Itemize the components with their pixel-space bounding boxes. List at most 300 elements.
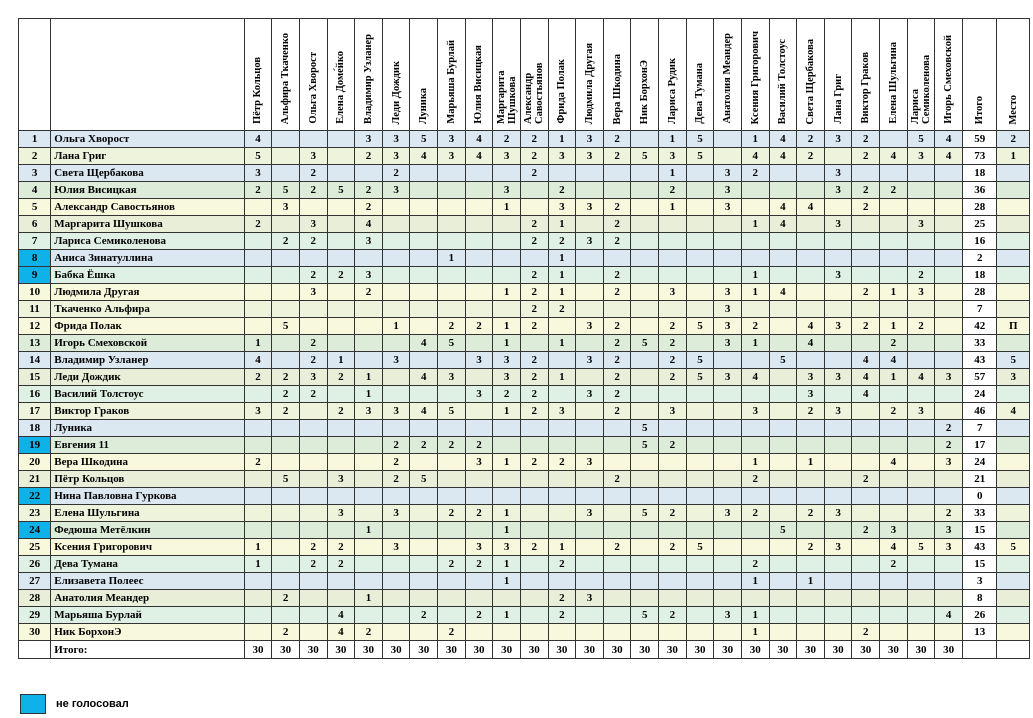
row-place <box>997 233 1030 250</box>
vote-cell <box>244 250 272 267</box>
vote-cell <box>631 403 659 420</box>
row-name: Александр Савостьянов <box>51 199 244 216</box>
vote-cell <box>686 335 714 352</box>
vote-cell <box>659 386 687 403</box>
vote-cell <box>327 335 355 352</box>
vote-cell <box>797 182 825 199</box>
table-row <box>19 250 1030 267</box>
vote-cell: 4 <box>769 216 797 233</box>
vote-cell <box>714 573 742 590</box>
vote-cell <box>576 216 604 233</box>
vote-cell <box>907 590 935 607</box>
vote-cell <box>852 590 880 607</box>
vote-cell: 3 <box>907 403 935 420</box>
vote-cell: 2 <box>548 556 576 573</box>
vote-cell: 2 <box>299 233 327 250</box>
vote-cell: 2 <box>520 284 548 301</box>
column-header-label: Ник БорхонЭ <box>639 59 651 124</box>
vote-cell <box>797 590 825 607</box>
vote-cell <box>272 556 300 573</box>
vote-cell <box>382 522 410 539</box>
vote-cell <box>714 403 742 420</box>
vote-cell <box>465 471 493 488</box>
vote-cell <box>824 522 852 539</box>
row-name: Василий Толстоус <box>51 386 244 403</box>
vote-cell: 4 <box>880 148 908 165</box>
row-name: Фрида Полак <box>51 318 244 335</box>
column-header-label: Анатолия Меандер <box>722 33 734 124</box>
vote-cell <box>493 624 521 641</box>
vote-cell: 3 <box>493 369 521 386</box>
column-header-label: Василий Толстоус <box>777 38 789 124</box>
row-total: 15 <box>962 556 997 573</box>
vote-cell <box>935 199 963 216</box>
vote-cell <box>935 284 963 301</box>
row-place <box>997 250 1030 267</box>
vote-cell <box>686 165 714 182</box>
vote-cell <box>824 488 852 505</box>
footer-blank-place <box>997 641 1030 659</box>
vote-cell <box>631 250 659 267</box>
vote-cell <box>493 437 521 454</box>
row-total: 16 <box>962 233 997 250</box>
footer-total: 30 <box>382 641 410 659</box>
vote-cell <box>327 420 355 437</box>
vote-cell <box>852 488 880 505</box>
vote-cell <box>410 233 438 250</box>
vote-cell <box>797 488 825 505</box>
vote-cell <box>631 284 659 301</box>
vote-cell: 5 <box>631 437 659 454</box>
vote-cell: 2 <box>935 420 963 437</box>
vote-cell <box>548 573 576 590</box>
footer-total: 30 <box>603 641 631 659</box>
column-header <box>880 19 908 131</box>
vote-cell <box>741 301 769 318</box>
row-total: 73 <box>962 148 997 165</box>
row-place <box>997 607 1030 624</box>
vote-cell <box>438 301 466 318</box>
vote-cell: 3 <box>493 148 521 165</box>
row-total: 57 <box>962 369 997 386</box>
vote-cell <box>438 216 466 233</box>
column-header <box>769 19 797 131</box>
vote-cell <box>299 573 327 590</box>
vote-cell <box>548 386 576 403</box>
vote-cell <box>824 437 852 454</box>
footer-total: 30 <box>244 641 272 659</box>
vote-cell <box>824 573 852 590</box>
vote-cell <box>382 420 410 437</box>
table-row <box>19 165 1030 182</box>
vote-cell <box>603 573 631 590</box>
vote-cell <box>299 403 327 420</box>
table-row <box>19 386 1030 403</box>
vote-cell <box>797 607 825 624</box>
vote-cell <box>493 267 521 284</box>
footer-total: 30 <box>714 641 742 659</box>
vote-cell <box>244 607 272 624</box>
vote-cell <box>272 607 300 624</box>
vote-cell: 3 <box>824 216 852 233</box>
vote-cell: 2 <box>852 199 880 216</box>
vote-cell: 3 <box>299 369 327 386</box>
table-row <box>19 318 1030 335</box>
row-number: 17 <box>19 403 51 420</box>
row-total: 28 <box>962 199 997 216</box>
vote-cell <box>355 488 383 505</box>
vote-cell <box>410 539 438 556</box>
vote-cell <box>272 352 300 369</box>
vote-cell <box>465 250 493 267</box>
footer-total: 30 <box>659 641 687 659</box>
vote-cell: 2 <box>520 148 548 165</box>
vote-cell <box>824 199 852 216</box>
vote-cell <box>769 250 797 267</box>
column-header-label: Маргарита Шушкова <box>495 70 518 124</box>
vote-cell: 2 <box>327 539 355 556</box>
vote-cell <box>272 148 300 165</box>
vote-cell: 5 <box>272 471 300 488</box>
row-total: 43 <box>962 352 997 369</box>
vote-cell <box>714 216 742 233</box>
footer-blank <box>19 641 51 659</box>
vote-cell: 3 <box>576 352 604 369</box>
vote-cell <box>631 352 659 369</box>
vote-cell <box>520 573 548 590</box>
vote-cell <box>244 301 272 318</box>
vote-cell <box>382 199 410 216</box>
table-row <box>19 369 1030 386</box>
vote-cell: 1 <box>244 556 272 573</box>
vote-cell <box>769 403 797 420</box>
vote-cell: 1 <box>493 335 521 352</box>
vote-cell <box>797 165 825 182</box>
vote-cell <box>714 539 742 556</box>
vote-cell <box>520 471 548 488</box>
vote-cell: 1 <box>355 522 383 539</box>
vote-cell <box>935 216 963 233</box>
vote-cell: 2 <box>659 318 687 335</box>
vote-cell: 3 <box>576 233 604 250</box>
vote-cell <box>852 250 880 267</box>
vote-cell <box>824 590 852 607</box>
vote-cell <box>465 182 493 199</box>
vote-cell <box>299 590 327 607</box>
vote-cell: 2 <box>603 199 631 216</box>
vote-cell: 2 <box>548 590 576 607</box>
vote-cell: 1 <box>548 216 576 233</box>
vote-cell <box>880 488 908 505</box>
vote-cell: 1 <box>493 505 521 522</box>
vote-cell <box>465 624 493 641</box>
table-row <box>19 437 1030 454</box>
vote-cell <box>907 488 935 505</box>
vote-cell: 2 <box>520 267 548 284</box>
vote-cell <box>907 437 935 454</box>
vote-cell: 3 <box>824 131 852 148</box>
table-row <box>19 182 1030 199</box>
vote-cell <box>244 573 272 590</box>
vote-cell: 2 <box>299 556 327 573</box>
vote-cell <box>603 182 631 199</box>
legend <box>20 694 129 714</box>
vote-cell: 3 <box>714 284 742 301</box>
vote-cell <box>382 488 410 505</box>
row-place <box>997 505 1030 522</box>
vote-cell <box>355 250 383 267</box>
vote-cell <box>852 267 880 284</box>
vote-cell <box>769 386 797 403</box>
vote-cell <box>272 131 300 148</box>
vote-cell <box>659 488 687 505</box>
total-header-label: Итого <box>974 95 986 124</box>
vote-cell <box>465 233 493 250</box>
vote-cell <box>520 182 548 199</box>
vote-cell: 1 <box>797 573 825 590</box>
vote-cell <box>272 301 300 318</box>
vote-cell: 3 <box>576 454 604 471</box>
vote-cell: 2 <box>797 539 825 556</box>
row-number: 10 <box>19 284 51 301</box>
vote-cell: 2 <box>244 216 272 233</box>
row-name: Маргарита Шушкова <box>51 216 244 233</box>
row-name: Владимир Узланер <box>51 352 244 369</box>
legend-swatch <box>20 694 46 714</box>
vote-cell: 2 <box>659 369 687 386</box>
vote-cell: 3 <box>548 199 576 216</box>
vote-cell <box>741 386 769 403</box>
row-total: 24 <box>962 454 997 471</box>
row-number: 14 <box>19 352 51 369</box>
vote-cell <box>797 284 825 301</box>
column-header-label: Фрида Полак <box>556 59 568 124</box>
vote-cell <box>520 420 548 437</box>
vote-cell <box>410 182 438 199</box>
vote-cell <box>603 165 631 182</box>
vote-cell: 3 <box>741 403 769 420</box>
vote-cell <box>824 301 852 318</box>
vote-cell: 4 <box>465 148 493 165</box>
vote-cell <box>327 386 355 403</box>
vote-cell <box>659 522 687 539</box>
vote-cell: 5 <box>686 148 714 165</box>
vote-cell: 2 <box>520 301 548 318</box>
vote-cell: 5 <box>631 607 659 624</box>
vote-cell <box>852 539 880 556</box>
vote-cell <box>520 590 548 607</box>
vote-cell <box>438 386 466 403</box>
footer-total: 30 <box>272 641 300 659</box>
vote-cell: 2 <box>603 148 631 165</box>
vote-cell <box>382 233 410 250</box>
vote-cell: 4 <box>769 284 797 301</box>
vote-cell: 2 <box>741 505 769 522</box>
row-number: 12 <box>19 318 51 335</box>
place-header <box>997 19 1030 131</box>
row-place: 1 <box>997 148 1030 165</box>
column-header <box>355 19 383 131</box>
vote-cell <box>769 488 797 505</box>
vote-cell <box>438 420 466 437</box>
row-number: 24 <box>19 522 51 539</box>
vote-cell <box>382 301 410 318</box>
vote-cell <box>714 233 742 250</box>
vote-cell: 2 <box>603 352 631 369</box>
vote-cell: 1 <box>548 284 576 301</box>
vote-cell: 2 <box>244 454 272 471</box>
row-total: 46 <box>962 403 997 420</box>
vote-cell: 4 <box>769 148 797 165</box>
vote-cell <box>438 284 466 301</box>
vote-cell <box>576 522 604 539</box>
vote-cell <box>520 199 548 216</box>
vote-cell: 2 <box>410 437 438 454</box>
vote-cell <box>355 352 383 369</box>
column-header <box>659 19 687 131</box>
vote-cell: 1 <box>880 318 908 335</box>
vote-cell: 3 <box>493 182 521 199</box>
vote-cell <box>355 539 383 556</box>
vote-cell <box>686 420 714 437</box>
vote-cell <box>686 488 714 505</box>
row-place: П <box>997 318 1030 335</box>
vote-cell: 2 <box>382 437 410 454</box>
vote-cell <box>244 284 272 301</box>
vote-cell: 2 <box>299 267 327 284</box>
vote-cell: 3 <box>355 267 383 284</box>
vote-cell: 2 <box>299 165 327 182</box>
vote-cell: 1 <box>355 386 383 403</box>
vote-cell <box>880 624 908 641</box>
vote-cell: 3 <box>714 607 742 624</box>
column-header-label: Лариса Семиколенова <box>909 54 932 124</box>
column-header <box>299 19 327 131</box>
vote-cell: 2 <box>327 403 355 420</box>
vote-cell <box>244 522 272 539</box>
vote-cell <box>935 624 963 641</box>
vote-cell: 1 <box>880 284 908 301</box>
vote-cell <box>852 301 880 318</box>
vote-cell <box>603 522 631 539</box>
vote-cell <box>741 233 769 250</box>
row-place <box>997 590 1030 607</box>
vote-cell <box>465 369 493 386</box>
vote-cell <box>631 590 659 607</box>
vote-cell <box>907 250 935 267</box>
vote-cell <box>686 199 714 216</box>
vote-cell <box>769 165 797 182</box>
vote-cell <box>880 233 908 250</box>
vote-cell: 2 <box>520 233 548 250</box>
vote-cell: 2 <box>272 233 300 250</box>
vote-cell <box>410 301 438 318</box>
row-name: Бабка Ёшка <box>51 267 244 284</box>
vote-cell: 2 <box>355 624 383 641</box>
row-name: Федюша Метёлкин <box>51 522 244 539</box>
vote-cell <box>659 233 687 250</box>
vote-cell <box>410 386 438 403</box>
row-place <box>997 454 1030 471</box>
vote-cell <box>686 301 714 318</box>
vote-cell: 2 <box>548 607 576 624</box>
vote-cell: 1 <box>548 369 576 386</box>
footer-total: 30 <box>576 641 604 659</box>
vote-cell <box>741 199 769 216</box>
vote-cell: 2 <box>299 335 327 352</box>
vote-cell <box>465 488 493 505</box>
vote-cell <box>576 335 604 352</box>
vote-cell: 5 <box>327 182 355 199</box>
vote-cell <box>520 522 548 539</box>
footer-total: 30 <box>355 641 383 659</box>
vote-cell <box>797 301 825 318</box>
vote-cell: 4 <box>741 148 769 165</box>
vote-cell: 5 <box>686 352 714 369</box>
vote-cell: 2 <box>465 318 493 335</box>
vote-cell <box>659 216 687 233</box>
vote-cell: 3 <box>935 539 963 556</box>
vote-cell <box>935 250 963 267</box>
vote-cell: 2 <box>438 556 466 573</box>
table-row <box>19 420 1030 437</box>
vote-cell: 2 <box>659 505 687 522</box>
vote-cell <box>603 590 631 607</box>
vote-cell: 1 <box>548 250 576 267</box>
column-header <box>520 19 548 131</box>
vote-cell <box>631 556 659 573</box>
vote-cell <box>299 301 327 318</box>
vote-cell <box>880 267 908 284</box>
vote-cell: 3 <box>576 131 604 148</box>
vote-cell <box>686 250 714 267</box>
column-header <box>438 19 466 131</box>
vote-cell <box>327 165 355 182</box>
vote-cell: 3 <box>465 386 493 403</box>
column-header-label: Александр Савостьянов <box>523 62 546 124</box>
vote-cell: 3 <box>382 403 410 420</box>
vote-cell <box>520 250 548 267</box>
vote-cell: 2 <box>299 539 327 556</box>
vote-cell <box>548 420 576 437</box>
vote-cell: 2 <box>272 590 300 607</box>
vote-cell <box>769 301 797 318</box>
row-place <box>997 386 1030 403</box>
vote-cell: 3 <box>548 148 576 165</box>
row-total: 42 <box>962 318 997 335</box>
row-total: 59 <box>962 131 997 148</box>
column-header <box>465 19 493 131</box>
vote-cell <box>327 148 355 165</box>
column-header-label: Лана Григ <box>832 74 844 124</box>
vote-cell <box>880 590 908 607</box>
vote-cell: 4 <box>880 352 908 369</box>
row-name: Вера Шкодина <box>51 454 244 471</box>
row-total: 7 <box>962 301 997 318</box>
vote-cell <box>659 624 687 641</box>
vote-cell: 2 <box>603 267 631 284</box>
row-place <box>997 216 1030 233</box>
vote-cell <box>410 352 438 369</box>
footer-total: 30 <box>548 641 576 659</box>
vote-cell <box>686 386 714 403</box>
row-place: 3 <box>997 369 1030 386</box>
vote-cell <box>907 420 935 437</box>
vote-cell <box>797 420 825 437</box>
vote-cell: 2 <box>548 301 576 318</box>
vote-cell <box>659 420 687 437</box>
vote-cell: 2 <box>880 556 908 573</box>
